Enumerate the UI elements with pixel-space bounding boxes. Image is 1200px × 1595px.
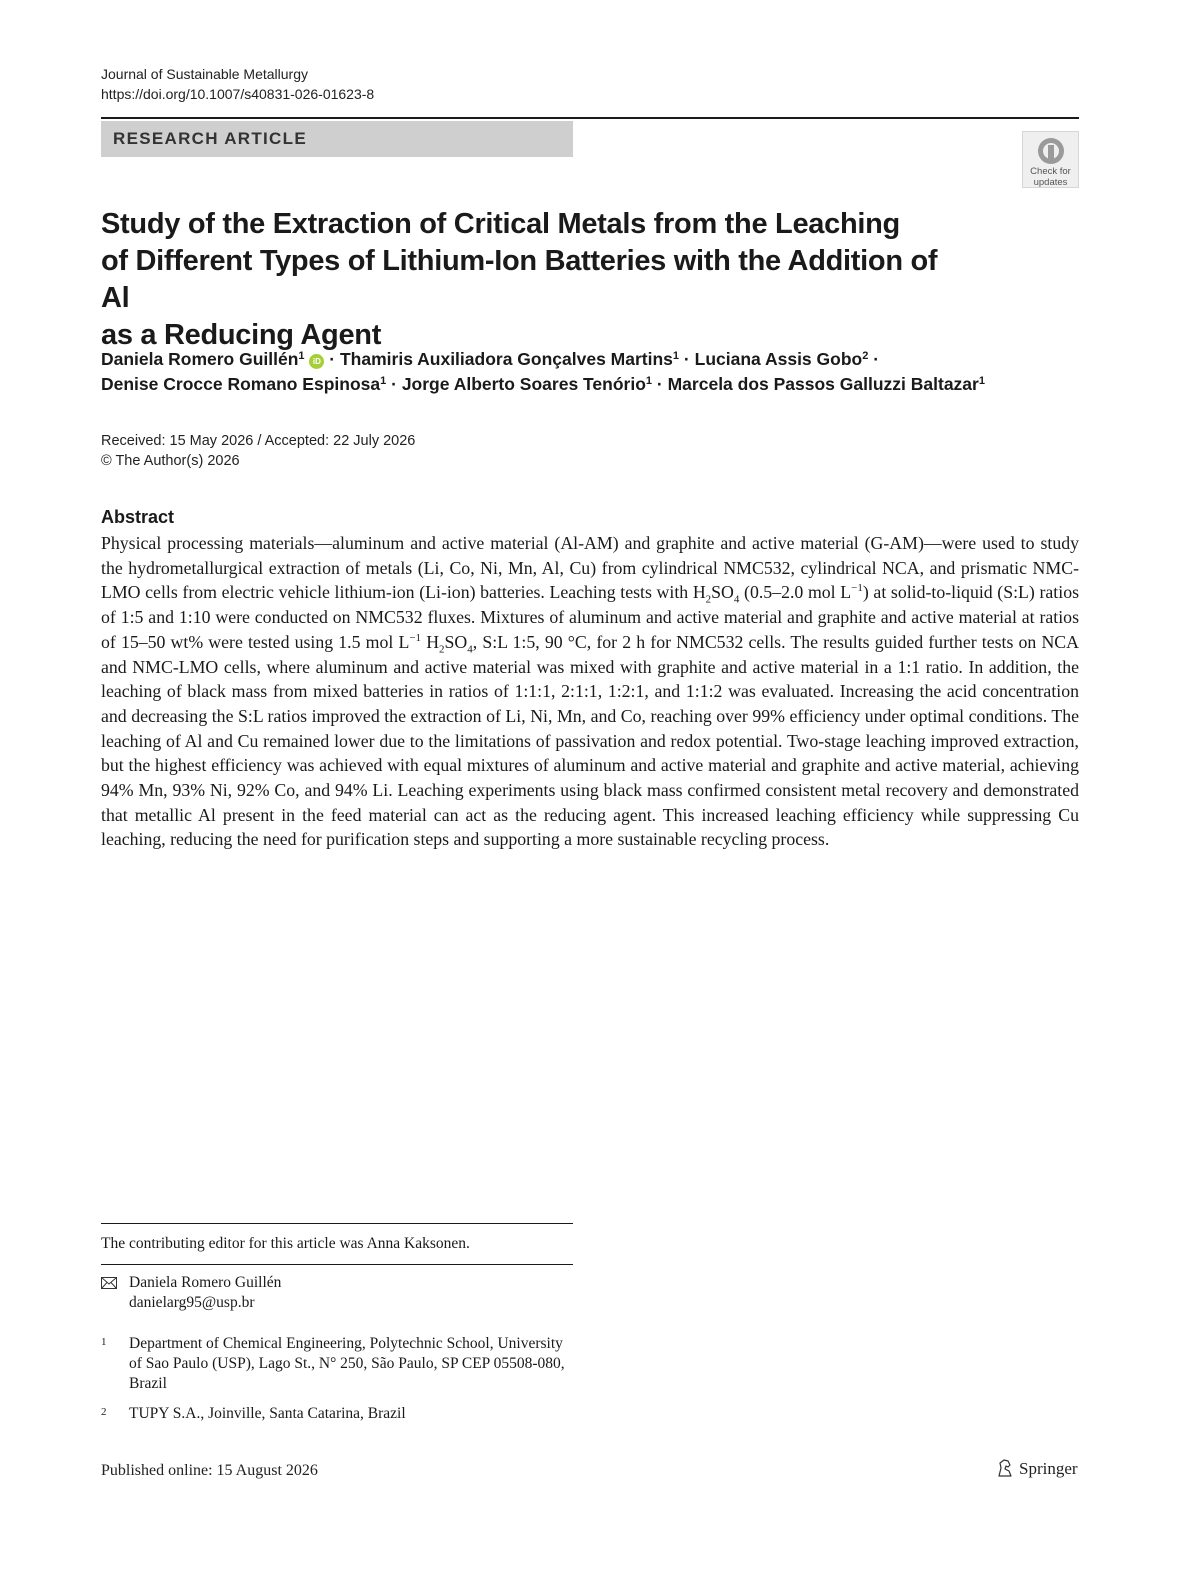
header-rule [101, 117, 1079, 119]
article-title [101, 206, 961, 354]
check-for-updates-badge[interactable] [1022, 131, 1079, 188]
journal-header [101, 64, 374, 104]
author-separator: · [873, 349, 880, 369]
abstract-text: , S:L 1:5, 90 °C, for 2 h for NMC532 cells. The results guided further tests on NCA and NMC-LMO cells, where aluminum and active material was mixed with graphite and active material in a 1:1 ratio. In addition, the leaching of black mass from mixed batteries in ratios of 1:1:1, 2:1:1, 1:2:1, and 1:1:2 was evaluated. Increasing the acid concentration and decreasing the S:L ratios improved the extraction of Li, Ni, Mn, and Co, reaching over 99% efficiency under optimal conditions. The leaching of Al and Cu remained lower due to the limitations of passivation and redox potential. Two-stage leaching improved extraction, but the highest efficiency was achieved with equal mixtures of aluminum and active material and graphite and active material, achieving 94% Mn, 93% Ni, 92% Co, and 94% Li. Leaching experiments using black mass confirmed consistent metal recovery and demonstrated that metallic Al present in the feed material can act as the reducing agent. This increased leaching efficiency while suppressing Cu leaching, reducing the need for purification steps and supporting a more sustainable recycling process. [101, 631, 1079, 850]
check-updates-line2: updates [1033, 177, 1068, 188]
editor-note: The contributing editor for this article was Anna Kaksonen. [101, 1235, 470, 1252]
title-line: Study of the Extraction of Critical Metals from the Leaching [101, 208, 900, 240]
affiliation-mark: 1 [645, 375, 653, 387]
author-name[interactable]: Thamiris Auxiliadora Gonçalves Martins [339, 349, 673, 369]
springer-horse-icon [995, 1458, 1015, 1478]
springer-logo[interactable] [995, 1458, 1078, 1480]
title-line: as a Reducing Agent [101, 319, 382, 351]
abstract-text: ) at solid-to-liquid (S:L) ratios of 1:5 and 1:10 were conducted on NMC532 fluxes. Mixtures of aluminum and active material and graphite and active material at ratios of 15–50 wt% were tested using 1.5 mol L [101, 582, 1079, 652]
affiliation-number: 1 [101, 1336, 107, 1348]
superscript: −1 [851, 582, 863, 595]
check-updates-line1: Check for [1030, 166, 1071, 177]
author-list [101, 347, 1101, 397]
abstract-text: SO [711, 582, 734, 603]
subscript: 2 [705, 593, 712, 606]
article-dates [101, 431, 415, 471]
corresponding-email[interactable]: danielarg95@usp.br [129, 1294, 255, 1311]
abstract-text: SO [444, 631, 468, 652]
affiliation-number: 2 [101, 1406, 107, 1418]
author-separator: · [683, 349, 690, 369]
doi-link[interactable]: https://doi.org/10.1007/s40831-026-01623-8 [101, 86, 375, 102]
abstract-heading: Abstract [101, 507, 175, 527]
superscript: −1 [409, 631, 422, 644]
author-separator: · [391, 374, 397, 394]
author-separator: · [656, 374, 663, 394]
affiliation-text: Department of Chemical Engineering, Polytechnic School, University of Sao Paulo (USP), Lago St., N° 250, São Paulo, SP CEP 05508-080, Brazil [129, 1335, 565, 1392]
subscript: 4 [467, 643, 473, 656]
journal-name: Journal of Sustainable Metallurgy [101, 66, 309, 82]
footnote-rule [101, 1264, 573, 1265]
author-name[interactable]: Jorge Alberto Soares Tenório [401, 374, 646, 394]
author-separator: · [329, 349, 336, 369]
abstract-text: (0.5–2.0 mol L [739, 582, 852, 603]
check-updates-icon [1036, 136, 1066, 166]
affiliation-mark: 1 [380, 375, 387, 387]
author-name[interactable]: Marcela dos Passos Galluzzi Baltazar [667, 374, 979, 394]
author-name[interactable]: Luciana Assis Gobo [694, 349, 863, 369]
abstract-text: H [421, 631, 440, 652]
copyright-line: © The Author(s) 2026 [101, 453, 240, 469]
corresponding-name: Daniela Romero Guillén [129, 1274, 282, 1291]
published-date: Published online: 15 August 2026 [101, 1462, 318, 1479]
affiliation-mark: 1 [978, 375, 985, 387]
affiliation-mark: 2 [862, 350, 869, 362]
author-name[interactable]: Daniela Romero Guillén [101, 349, 299, 369]
publisher-name: Springer [1019, 1459, 1078, 1478]
abstract-text: Physical processing materials—aluminum and active material (Al-AM) and graphite and active material (G-AM)—were used to study the hydrometallurgical extraction of metals (Li, Co, Ni, Mn, Al, Cu) from cylindrical NMC532, cylindrical NCA, and prismatic NMC-LMO cells from electric vehicle lithium-ion (Li-ion) batteries. Leaching tests with H [101, 533, 1079, 603]
envelope-icon [101, 1277, 117, 1289]
footnote-rule [101, 1223, 573, 1224]
title-line: of Different Types of Lithium-Ion Batteries with the Addition of Al [101, 245, 938, 314]
affiliation-mark: 1 [672, 350, 680, 362]
affiliation-mark: 1 [298, 350, 305, 362]
received-accepted-dates: Received: 15 May 2026 / Accepted: 22 July 2026 [101, 433, 416, 449]
abstract-body [101, 531, 1079, 852]
author-name[interactable]: Denise Crocce Romano Espinosa [101, 374, 381, 394]
subscript: 4 [733, 593, 740, 606]
affiliation-text: TUPY S.A., Joinville, Santa Catarina, Brazil [129, 1405, 406, 1422]
article-type-banner: RESEARCH ARTICLE [101, 121, 573, 157]
subscript: 2 [439, 643, 445, 656]
orcid-icon[interactable]: iD [309, 354, 324, 369]
